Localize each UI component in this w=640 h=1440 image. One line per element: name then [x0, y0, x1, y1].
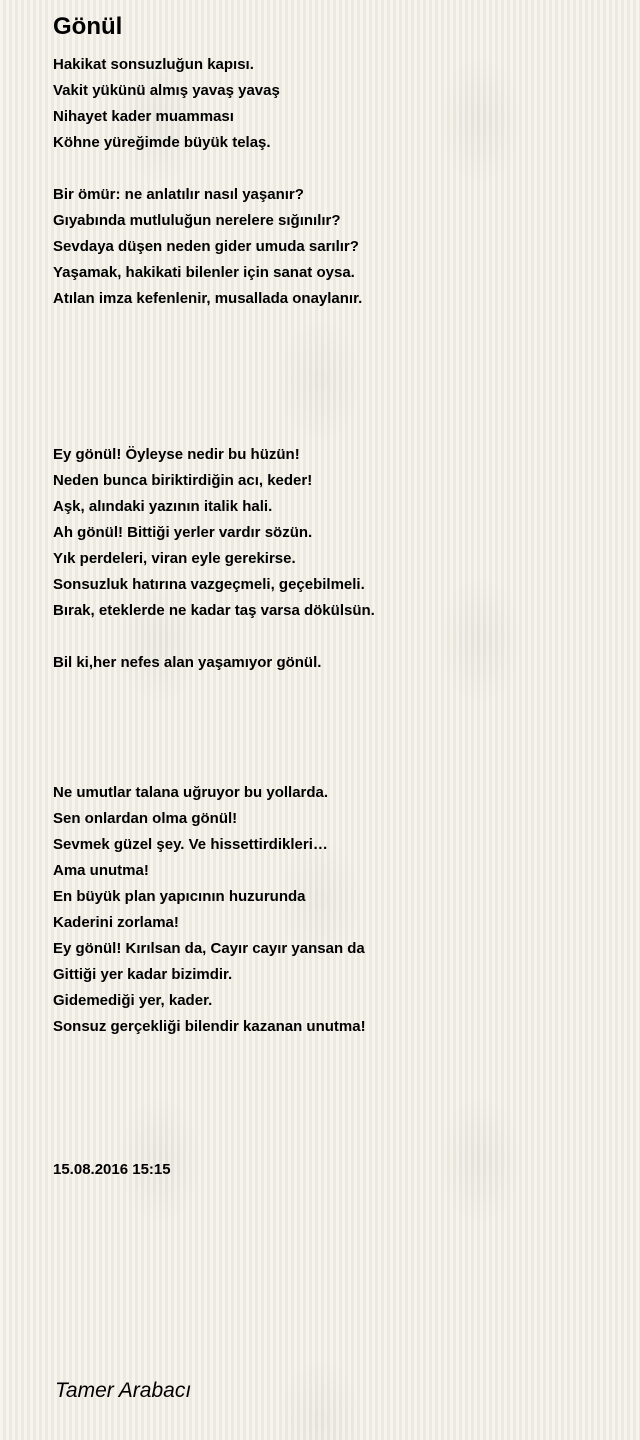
poem-line: Yık perdeleri, viran eyle gerekirse. — [53, 550, 296, 567]
poem-line: Gıyabında mutluluğun nerelere sığınılır? — [53, 212, 341, 229]
stanza-break — [53, 754, 375, 780]
stanza-break — [53, 364, 375, 390]
stanza-break — [53, 728, 375, 754]
poem-line: Ne umutlar talana uğruyor bu yollarda. — [53, 784, 329, 801]
poem-line: Köhne yüreğimde büyük telaş. — [53, 134, 271, 151]
poem-line: Ah gönül! Bittiği yerler vardır sözün. — [53, 524, 313, 541]
stanza-break — [53, 676, 375, 702]
poem-body — [53, 52, 375, 1040]
poem-title: Gönül — [53, 13, 123, 40]
poem-line: Nihayet kader muamması — [53, 108, 234, 125]
poem-line: Bil ki,her nefes alan yaşamıyor gönül. — [53, 654, 322, 671]
stanza-break — [53, 390, 375, 416]
poem-line: Sevdaya düşen neden gider umuda sarılır? — [53, 238, 359, 255]
poem-date: 15.08.2016 15:15 — [53, 1161, 171, 1178]
poem-line: En büyük plan yapıcının huzurunda — [53, 888, 306, 905]
poem-line: Vakit yükünü almış yavaş yavaş — [53, 82, 280, 99]
stanza-break — [53, 624, 375, 650]
poem-line: Yaşamak, hakikati bilenler için sanat oysa. — [53, 264, 355, 281]
poem-line: Gidemediği yer, kader. — [53, 992, 213, 1009]
poem-line: Bir ömür: ne anlatılır nasıl yaşanır? — [53, 186, 304, 203]
poem-line: Kaderini zorlama! — [53, 914, 179, 931]
stanza-break — [53, 416, 375, 442]
stanza-break — [53, 156, 375, 182]
poem-line: Sen onlardan olma gönül! — [53, 810, 238, 827]
poem-line: Hakikat sonsuzluğun kapısı. — [53, 56, 254, 73]
poem-line: Sonsuzluk hatırına vazgeçmeli, geçebilmeli. — [53, 576, 365, 593]
poem-line: Ama unutma! — [53, 862, 149, 879]
stanza-break — [53, 702, 375, 728]
poem-line: Neden bunca biriktirdiğin acı, keder! — [53, 472, 313, 489]
poem-author: Tamer Arabacı — [55, 1379, 192, 1402]
poem-line: Sonsuz gerçekliği bilendir kazanan unutma! — [53, 1018, 366, 1035]
poem-line: Ey gönül! Kırılsan da, Cayır cayır yansan da — [53, 940, 365, 957]
poem-line: Ey gönül! Öyleyse nedir bu hüzün! — [53, 446, 300, 463]
poem-line: Atılan imza kefenlenir, musallada onaylanır. — [53, 290, 363, 307]
stanza-break — [53, 312, 375, 338]
poem-line: Gittiği yer kadar bizimdir. — [53, 966, 233, 983]
stanza-break — [53, 338, 375, 364]
poem-line: Aşk, alındaki yazının italik hali. — [53, 498, 273, 515]
poem-line: Bırak, eteklerde ne kadar taş varsa dökülsün. — [53, 602, 375, 619]
poem-line: Sevmek güzel şey. Ve hissettirdikleri… — [53, 836, 328, 853]
